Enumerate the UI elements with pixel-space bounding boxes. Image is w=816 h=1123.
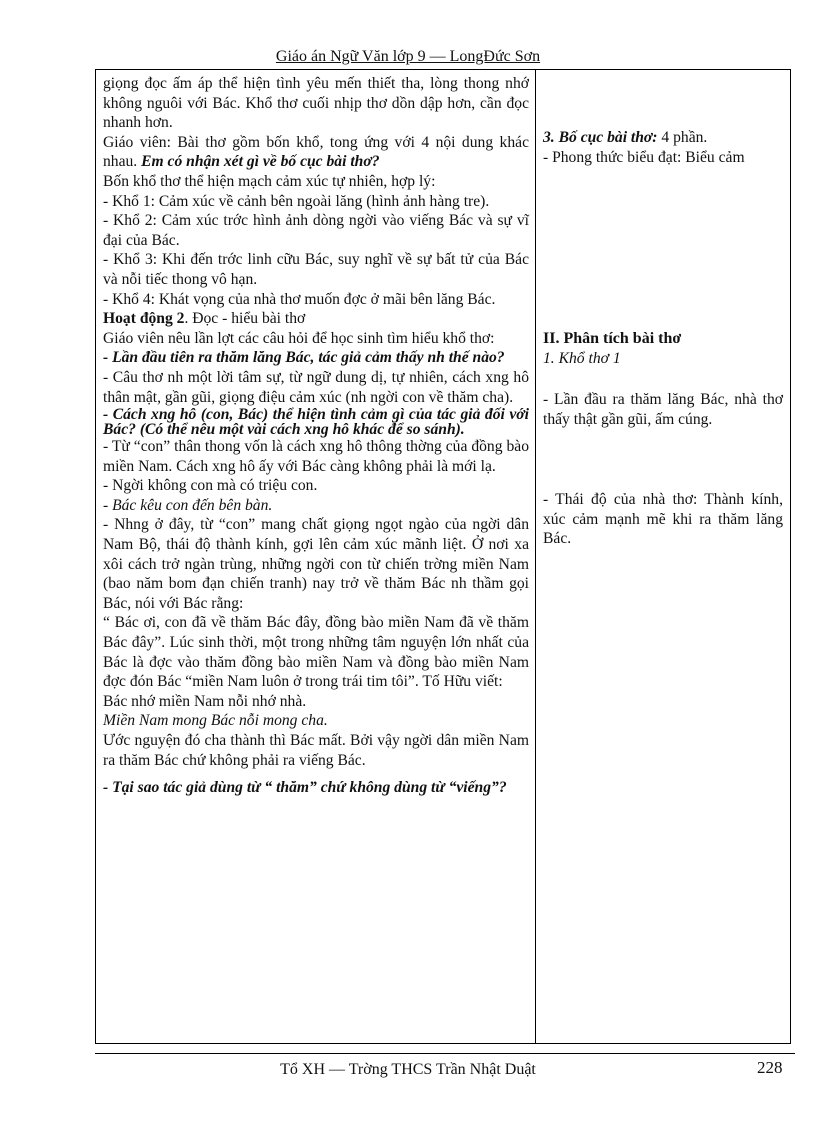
poem-line: Bác nhớ miền Nam nỗi nhớ nhà. bbox=[103, 692, 307, 710]
activity-title: . Đọc - hiểu bài thơ bbox=[184, 310, 306, 328]
paragraph: - Khổ 4: Khát vọng của nhà thơ muốn đợc ở mãi bên lăng Bác. bbox=[103, 290, 496, 308]
paragraph: - Khổ 2: Cảm xúc trớc hình ảnh dòng ngời vào viếng Bác và sự vĩ đại của Bác. bbox=[103, 212, 529, 249]
paragraph bbox=[103, 309, 529, 329]
paragraph: “ Bác ơi, con đã về thăm Bác đây, đồng bào miền Nam đã về thăm Bác đây”. Lúc sinh thời, một trong những tâm nguyện lớn nhất của Bác là đợc vào thăm đồng bào miền Nam và đồng bào miền Nam đợc đón Bác “miền Nam luôn ở trong trái tim tôi”. Tố Hữu viết: bbox=[103, 614, 529, 691]
paragraph: - Khổ 3: Khi đến trớc linh cữu Bác, suy nghĩ về sự bất tử của Bác và nỗi tiếc thong vô hạn. bbox=[103, 251, 529, 288]
question-text: Em có nhận xét gì về bố cục bài thơ? bbox=[141, 153, 380, 171]
structure-heading: 3. Bố cục bài thơ: bbox=[543, 129, 658, 146]
activity-heading: Hoạt động 2 bbox=[103, 310, 185, 328]
footer-divider bbox=[95, 1053, 795, 1054]
section-heading: II. Phân tích bài thơ bbox=[543, 330, 682, 347]
header-title: Giáo án Ngữ Văn lớp 9 — LongĐức Sơn bbox=[275, 48, 541, 65]
expression-mode: - Phong thức biểu đạt: Biểu cảm bbox=[543, 149, 745, 166]
paragraph: - Nhng ở đây, từ “con” mang chất giọng ngọt ngào của ngời dân Nam Bộ, thái độ thành kính, gợi lên cảm xúc mãnh liệt. Ở nơi xa xôi cách trở ngàn trùng, những ngời con từ chiến trờng miền Nam (bao năm bom đạn chiến tranh) nay trở về thăm Bác nh thầm gọi Bác, nói với Bác rằng: bbox=[103, 516, 529, 612]
quote-line: - Bác kêu con đến bên bàn. bbox=[103, 496, 273, 514]
page-footer: Tổ XH — Trờng THCS Trần Nhật Duật bbox=[280, 1061, 536, 1078]
content-column bbox=[536, 70, 790, 1043]
paragraph: Bốn khổ thơ thể hiện mạch cảm xúc tự nhiên, hợp lý: bbox=[103, 172, 436, 190]
question-text: - Tại sao tác giả dùng từ “ thăm” chứ không dùng từ “viếng”? bbox=[103, 779, 507, 797]
analysis-note: - Lần đầu ra thăm lăng Bác, nhà thơ thấy thật gần gũi, ấm cúng. bbox=[543, 391, 783, 428]
paragraph: Giáo viên nêu lần lợt các câu hỏi để học sinh tìm hiểu khổ thơ: bbox=[103, 329, 495, 347]
page-number: 228 bbox=[757, 1058, 783, 1077]
question-text: - Lần đầu tiên ra thăm lăng Bác, tác giả cảm thấy nh thế nào? bbox=[103, 349, 505, 367]
paragraph: - Khổ 1: Cảm xúc về cảnh bên ngoài lăng (hình ảnh hàng tre). bbox=[103, 192, 490, 210]
teacher-activity-column bbox=[96, 70, 536, 1043]
question-text: - Cách xng hô (con, Bác) thể hiện tình cảm gì của tác giả đối với Bác? (Có thể nêu một vài cách xng hô khác để so sánh). bbox=[103, 406, 529, 439]
lesson-table bbox=[95, 69, 791, 1044]
paragraph bbox=[103, 133, 529, 172]
structure-value: 4 phần. bbox=[657, 129, 708, 146]
paragraph: - Từ “con” thân thong vốn là cách xng hô thông thờng của đồng bào miền Nam. Cách xng hô ấy với Bác càng không phải là mới lạ. bbox=[103, 438, 529, 475]
analysis-note: - Thái độ của nhà thơ: Thành kính, xúc cảm mạnh mẽ khi ra thăm lăng Bác. bbox=[543, 491, 783, 548]
text-run: Giáo viên: Bài thơ gồm bốn khổ, tong ứng với 4 nội dung khác nhau. bbox=[103, 133, 529, 171]
stanza-label: 1. Khổ thơ 1 bbox=[543, 350, 621, 367]
page-header bbox=[0, 48, 816, 66]
paragraph: giọng đọc ấm áp thể hiện tình yêu mến thiết tha, lòng thong nhớ không nguôi với Bác. Khổ thơ cuối nhịp thơ dồn dập hơn, cần đọc nhanh hơn. bbox=[103, 75, 529, 132]
poem-line: Miền Nam mong Bác nỗi mong cha. bbox=[103, 712, 328, 730]
paragraph: - Ngời không con mà có triệu con. bbox=[103, 477, 318, 495]
paragraph: Ước nguyện đó cha thành thì Bác mất. Bởi vậy ngời dân miền Nam ra thăm Bác chứ không phải ra viếng Bác. bbox=[103, 732, 529, 769]
paragraph: - Câu thơ nh một lời tâm sự, từ ngữ dung dị, tự nhiên, cách xng hô thân mật, gần gũi, giọng điệu cảm xúc (nh ngời con về thăm cha). bbox=[103, 368, 529, 406]
structure-note bbox=[543, 128, 783, 148]
